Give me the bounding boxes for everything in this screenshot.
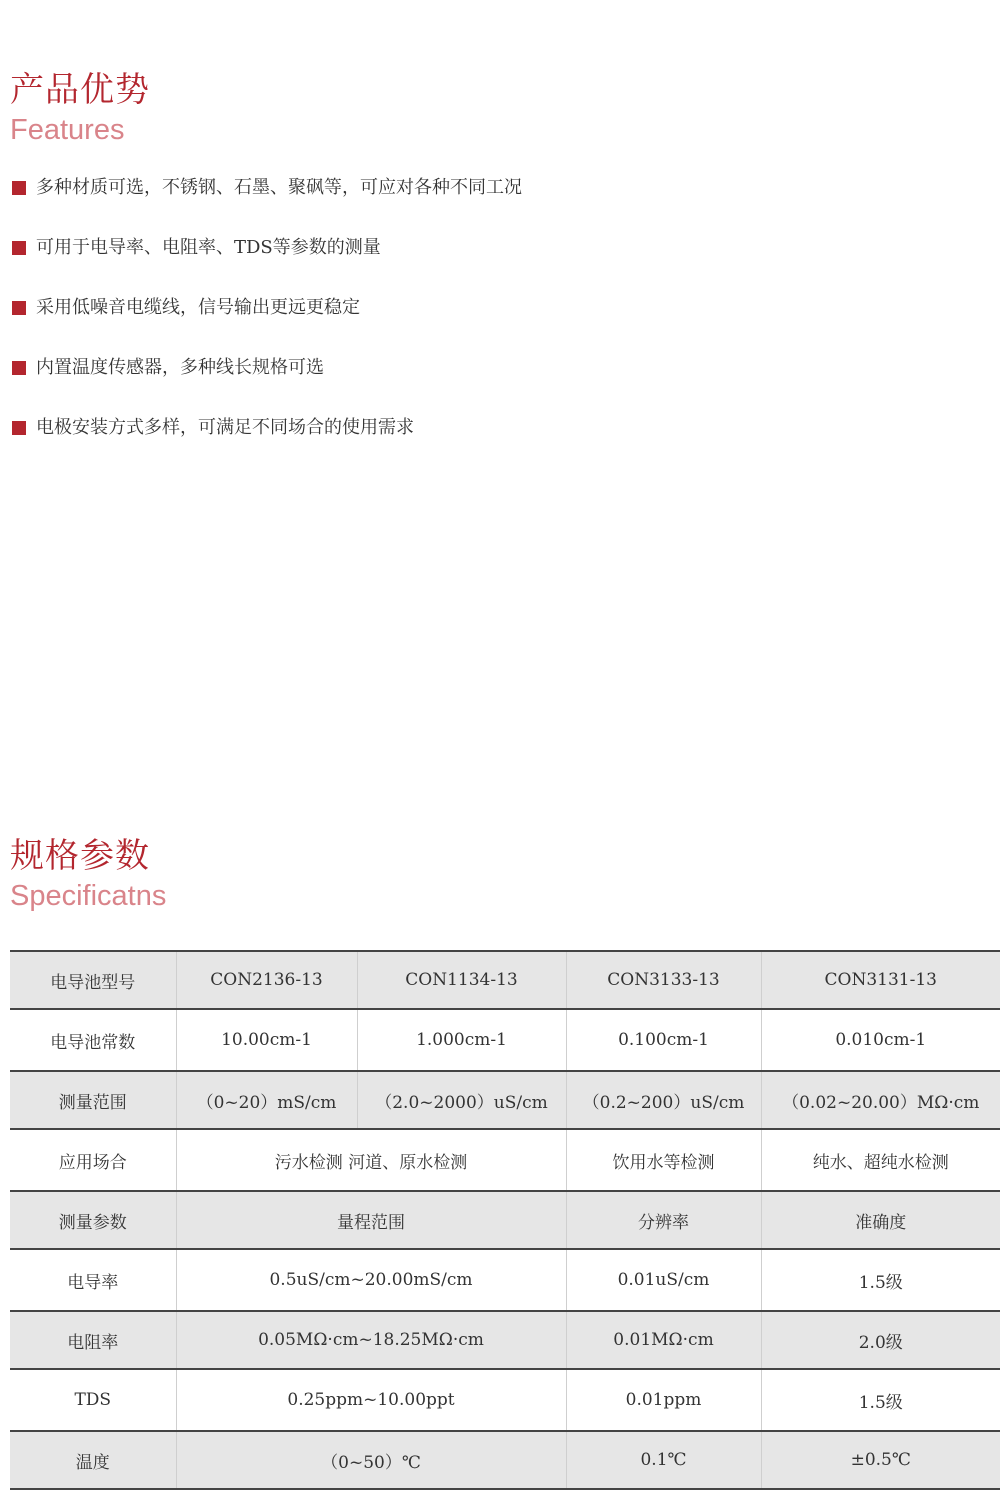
table-cell: 0.01MΩ·cm — [566, 1311, 761, 1369]
square-bullet-icon — [12, 241, 26, 255]
table-cell: （0~20）mS/cm — [176, 1071, 357, 1129]
table-cell: 2.0级 — [761, 1311, 1000, 1369]
table-cell: 0.100cm-1 — [566, 1009, 761, 1071]
column-header: 分辨率 — [566, 1191, 761, 1249]
table-cell: 0.01ppm — [566, 1369, 761, 1431]
table-cell: 10.00cm-1 — [176, 1009, 357, 1071]
row-header: 测量范围 — [10, 1071, 176, 1129]
row-header: 应用场合 — [10, 1129, 176, 1191]
feature-text: 多种材质可选，不锈钢、石墨、聚砜等，可应对各种不同工况 — [36, 177, 522, 198]
table-cell: CON2136-13 — [176, 951, 357, 1009]
table-cell: CON3133-13 — [566, 951, 761, 1009]
features-title: 产品优势 — [10, 70, 150, 110]
table-row — [10, 1129, 1000, 1191]
spec-title: 规格参数 — [10, 836, 150, 876]
row-header: 测量参数 — [10, 1191, 176, 1249]
table-cell: ±0.5℃ — [761, 1431, 1000, 1489]
row-header: 电阻率 — [10, 1311, 176, 1369]
table-row — [10, 1369, 1000, 1431]
table-cell: 1.5级 — [761, 1249, 1000, 1311]
table-cell: CON3131-13 — [761, 951, 1000, 1009]
table-cell: （2.0~2000）uS/cm — [357, 1071, 566, 1129]
column-header: 准确度 — [761, 1191, 1000, 1249]
square-bullet-icon — [12, 421, 26, 435]
square-bullet-icon — [12, 301, 26, 315]
table-cell: 0.05MΩ·cm~18.25MΩ·cm — [176, 1311, 566, 1369]
table-cell: CON1134-13 — [357, 951, 566, 1009]
feature-item — [12, 176, 522, 236]
table-row — [10, 1191, 1000, 1249]
table-cell: （0~50）℃ — [176, 1431, 566, 1489]
row-header: 电导率 — [10, 1249, 176, 1311]
table-cell: 1.5级 — [761, 1369, 1000, 1431]
square-bullet-icon — [12, 361, 26, 375]
table-cell: （0.02~20.00）MΩ·cm — [761, 1071, 1000, 1129]
table-cell: 0.010cm-1 — [761, 1009, 1000, 1071]
features-list — [12, 176, 522, 476]
table-cell: 0.1℃ — [566, 1431, 761, 1489]
feature-text: 可用于电导率、电阻率、TDS等参数的测量 — [36, 237, 381, 258]
row-header: 温度 — [10, 1431, 176, 1489]
table-row — [10, 1249, 1000, 1311]
table-cell: 0.01uS/cm — [566, 1249, 761, 1311]
spec-table — [10, 950, 1000, 1490]
feature-item — [12, 236, 522, 296]
table-cell: 饮用水等检测 — [566, 1129, 761, 1191]
table-row — [10, 1431, 1000, 1489]
column-header: 量程范围 — [176, 1191, 566, 1249]
square-bullet-icon — [12, 181, 26, 195]
table-cell: 1.000cm-1 — [357, 1009, 566, 1071]
feature-text: 内置温度传感器，多种线长规格可选 — [36, 357, 324, 378]
table-cell: 0.5uS/cm~20.00mS/cm — [176, 1249, 566, 1311]
table-row — [10, 951, 1000, 1009]
table-row — [10, 1009, 1000, 1071]
row-header: 电导池常数 — [10, 1009, 176, 1071]
table-row — [10, 1311, 1000, 1369]
table-cell: （0.2~200）uS/cm — [566, 1071, 761, 1129]
features-subtitle: Features — [10, 114, 125, 146]
feature-text: 电极安装方式多样，可满足不同场合的使用需求 — [36, 417, 414, 438]
table-cell: 污水检测 河道、原水检测 — [176, 1129, 566, 1191]
feature-item — [12, 356, 522, 416]
spec-subtitle: Specificatns — [10, 880, 167, 912]
table-cell: 纯水、超纯水检测 — [761, 1129, 1000, 1191]
row-header: TDS — [10, 1369, 176, 1431]
feature-text: 采用低噪音电缆线，信号输出更远更稳定 — [36, 297, 360, 318]
feature-item — [12, 296, 522, 356]
row-header: 电导池型号 — [10, 951, 176, 1009]
table-row — [10, 1071, 1000, 1129]
feature-item — [12, 416, 522, 476]
table-cell: 0.25ppm~10.00ppt — [176, 1369, 566, 1431]
